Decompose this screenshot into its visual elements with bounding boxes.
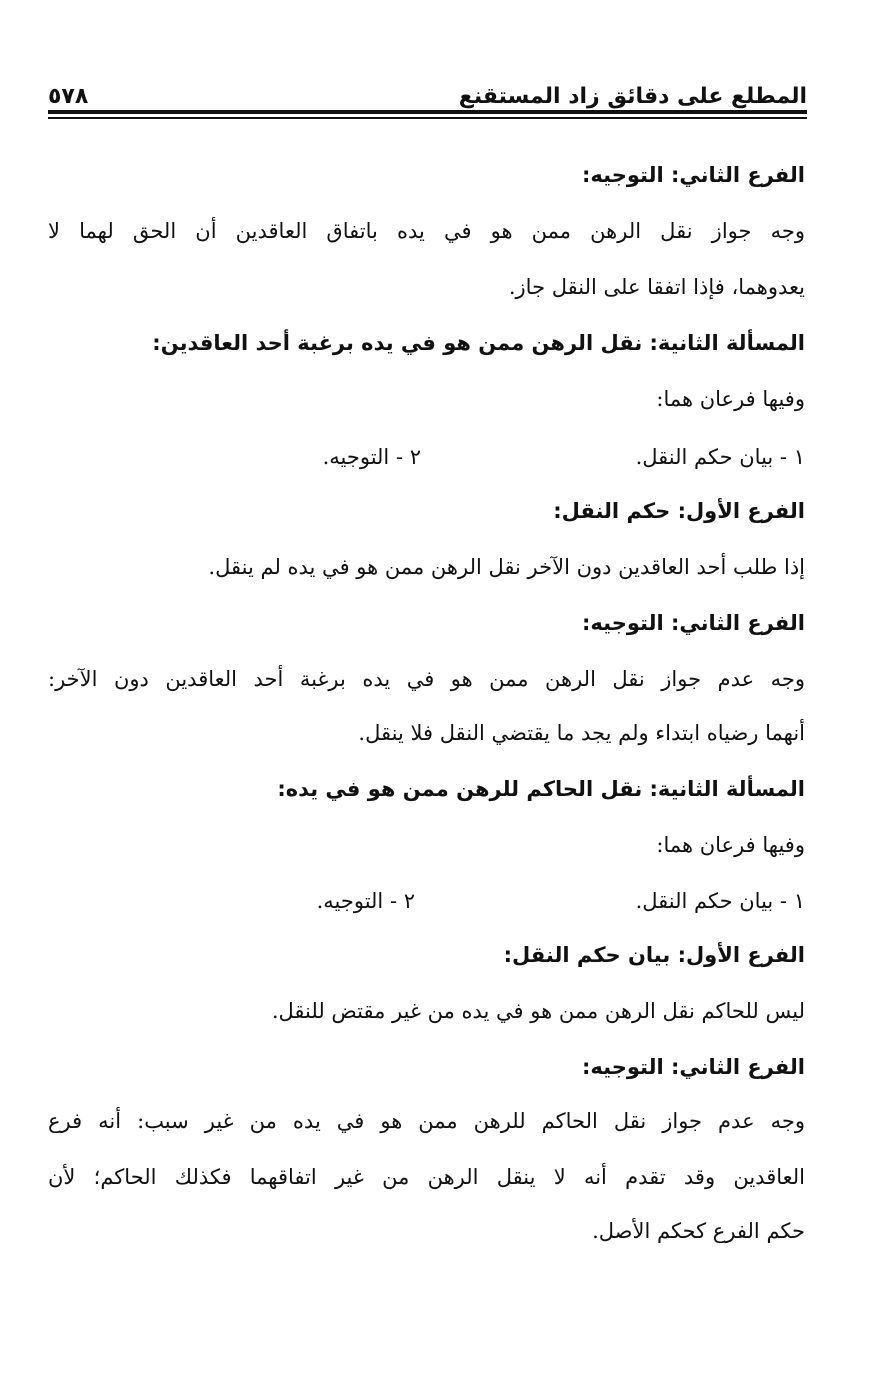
paragraph-line: وجه عدم جواز نقل الحاكم للرهن ممن هو في يده من غير سبب: أنه فرع <box>48 1109 805 1133</box>
header-rule-thick <box>48 110 807 114</box>
issue-heading: المسألة الثانية: نقل الرهن ممن هو في يده برغبة أحد العاقدين: <box>152 331 805 355</box>
paragraph-line: وجه جواز نقل الرهن ممن هو في يده باتفاق العاقدين أن الحق لهما لا <box>48 219 805 243</box>
paragraph-line: وجه عدم جواز نقل الرهن ممن هو في يده برغبة أحد العاقدين دون الآخر: <box>48 667 805 691</box>
list-item: ١ - بيان حكم النقل. <box>635 445 805 469</box>
list-item: ١ - بيان حكم النقل. <box>635 889 805 913</box>
book-title: المطلع على دقائق زاد المستقنع <box>458 84 807 109</box>
section-heading: الفرع الثاني: التوجيه: <box>582 611 805 635</box>
paragraph-line: ليس للحاكم نقل الرهن ممن هو في يده من غير مقتض للنقل. <box>271 999 805 1023</box>
list-row <box>48 440 805 474</box>
paragraph-line: حكم الفرع كحكم الأصل. <box>592 1219 805 1243</box>
running-header <box>48 68 807 108</box>
section-heading: الفرع الأول: حكم النقل: <box>553 499 805 523</box>
paragraph-line: أنهما رضياه ابتداء ولم يجد ما يقتضي النقل فلا ينقل. <box>358 721 805 745</box>
paragraph-line: العاقدين وقد تقدم أنه لا ينقل الرهن من غير اتفاقهما فكذلك الحاكم؛ لأن <box>48 1165 805 1189</box>
issue-heading: المسألة الثانية: نقل الحاكم للرهن ممن هو في يده: <box>277 777 805 801</box>
paragraph-line: وفيها فرعان هما: <box>656 387 805 411</box>
section-heading: الفرع الأول: بيان حكم النقل: <box>503 943 805 967</box>
paragraph-line: وفيها فرعان هما: <box>656 833 805 857</box>
paragraph-line: إذا طلب أحد العاقدين دون الآخر نقل الرهن ممن هو في يده لم ينقل. <box>208 555 805 579</box>
header-rule-thin <box>48 117 807 119</box>
list-row <box>48 884 805 918</box>
section-heading: الفرع الثاني: التوجيه: <box>582 1055 805 1079</box>
paragraph-line: يعدوهما، فإذا اتفقا على النقل جاز. <box>508 275 805 299</box>
section-heading: الفرع الثاني: التوجيه: <box>582 163 805 187</box>
page-number: ٥٧٨ <box>48 84 89 109</box>
list-item: ٢ - التوجيه. <box>316 889 415 913</box>
list-item: ٢ - التوجيه. <box>322 445 421 469</box>
